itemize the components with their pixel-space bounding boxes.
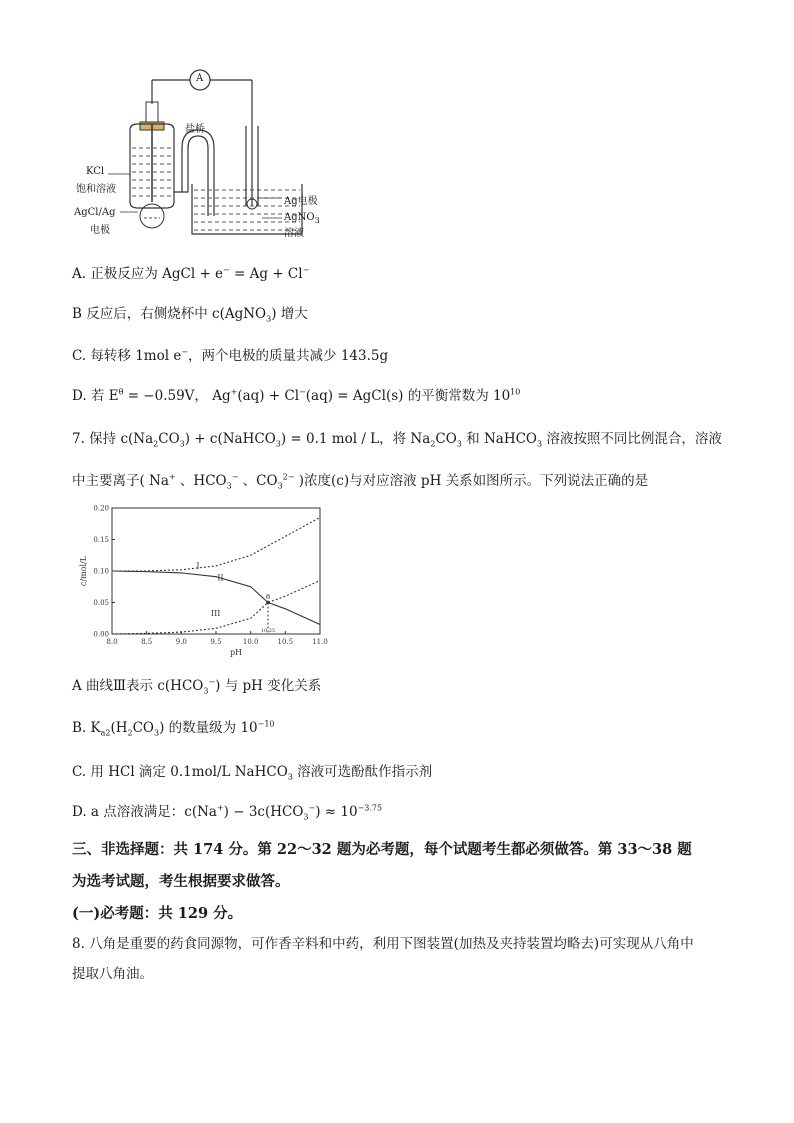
agcl-electrode-sub-label: 电极 [90, 225, 110, 236]
salt-bridge-label: 盐桥 [185, 124, 205, 135]
y-axis-label: c/mol/L [79, 555, 88, 587]
y-tick-label: 0.15 [93, 536, 109, 544]
y-tick-label: 0.20 [93, 504, 109, 513]
series-label-iii: III [210, 609, 221, 619]
q7-option-a: A 曲线Ⅲ表示 $c(HCO_3^-)$ 与 pH 变化关系 [72, 677, 322, 696]
x-tick-label: 9.0 [175, 638, 187, 646]
q7-option-c: C. 用 HCl 滴定 0.1mol/L NaHCO$_3$ 溶液可选酚酞作指示剂 [72, 764, 433, 782]
section-heading-line1: 三、非选择题：共 174 分。第 22～32 题为必考题，每个试题考生都必须做答。第 33～38 题 [72, 841, 692, 858]
y-tick-label: 0.05 [93, 599, 109, 607]
q6-option-b: B 反应后，右侧烧杯中 c(AgNO$_3$) 增大 [72, 306, 308, 324]
kcl-label: KCl [86, 166, 105, 177]
series-line-i [112, 517, 320, 571]
q8-stem-line2: 提取八角油。 [72, 966, 153, 982]
x-tick-label: 10.5 [277, 638, 294, 646]
x-tick-label: 10.0 [242, 638, 259, 646]
y-tick-label: 0.00 [93, 630, 109, 639]
y-tick-label: 0.10 [93, 567, 109, 576]
concentration-ph-chart [76, 500, 336, 660]
section-subheading: (一)必考题：共 129 分。 [72, 905, 243, 922]
q6-option-c: C. 每转移 1mol e−，两个电极的质量共减少 143.5g [72, 347, 389, 364]
agcl-electrode-label: AgCl/Ag [74, 207, 116, 218]
agno3-label: AgNO$_3$ [284, 212, 320, 225]
q7-option-b: B. $K_{a2}(H_2CO_3)$ 的数量级为 $10^{-10}$ [72, 719, 275, 738]
x-axis-label: pH [229, 648, 243, 657]
series-label-ii: II [217, 573, 224, 583]
ag-electrode-label: Ag电极 [284, 196, 318, 207]
q6-option-a: A. 正极反应为 AgCl + e− = Ag + Cl− [72, 265, 310, 282]
section-heading-line2: 为选考试题，考生根据要求做答。 [72, 873, 290, 890]
ammeter-label: A [196, 73, 204, 84]
q7-option-d: D. a 点溶液满足：$c(Na^+) - 3c(HCO_3^-) \approx 10^{-3.75}$ [72, 803, 383, 822]
x-tick-label: 11.0 [312, 638, 328, 646]
q6-option-d: D. 若 $E^\theta = -0.59V$， Ag+(aq) + Cl−(aq) = AgCl(s) 的平衡常数为 $10^{10}$ [72, 387, 521, 404]
point-a-ph-label: 10.25 [260, 628, 276, 634]
series-label-i: I [196, 561, 200, 571]
x-tick-label: 8.5 [141, 638, 153, 646]
q7-stem-line2: 中主要离子( Na+ 、$HCO_3^-$ 、$CO_3^{2-}$ )浓度(c)与对应溶液 pH 关系如图所示。下列说法正确的是 [72, 472, 649, 491]
kcl-solution-label: 饱和溶液 [76, 184, 116, 195]
q7-stem-line1: 7. 保持 $c(Na_2CO_3)$ + c(NaHCO$_3$) = 0.1 mol / L，将 $Na_2CO_3$ 和 NaHCO$_3$ 溶液按照不同比例混合，溶液 [72, 431, 722, 449]
q8-stem-line1: 8. 八角是重要的药食同源物，可作香辛料和中药，利用下图装置(加热及夹持装置均略去)可实现从八角中 [72, 936, 694, 952]
x-tick-label: 8.0 [106, 638, 118, 646]
agno3-solution-label: 溶液 [284, 228, 304, 239]
x-tick-label: 9.5 [210, 638, 222, 646]
point-a-label: a [265, 591, 271, 601]
series-line-iii [112, 580, 320, 634]
